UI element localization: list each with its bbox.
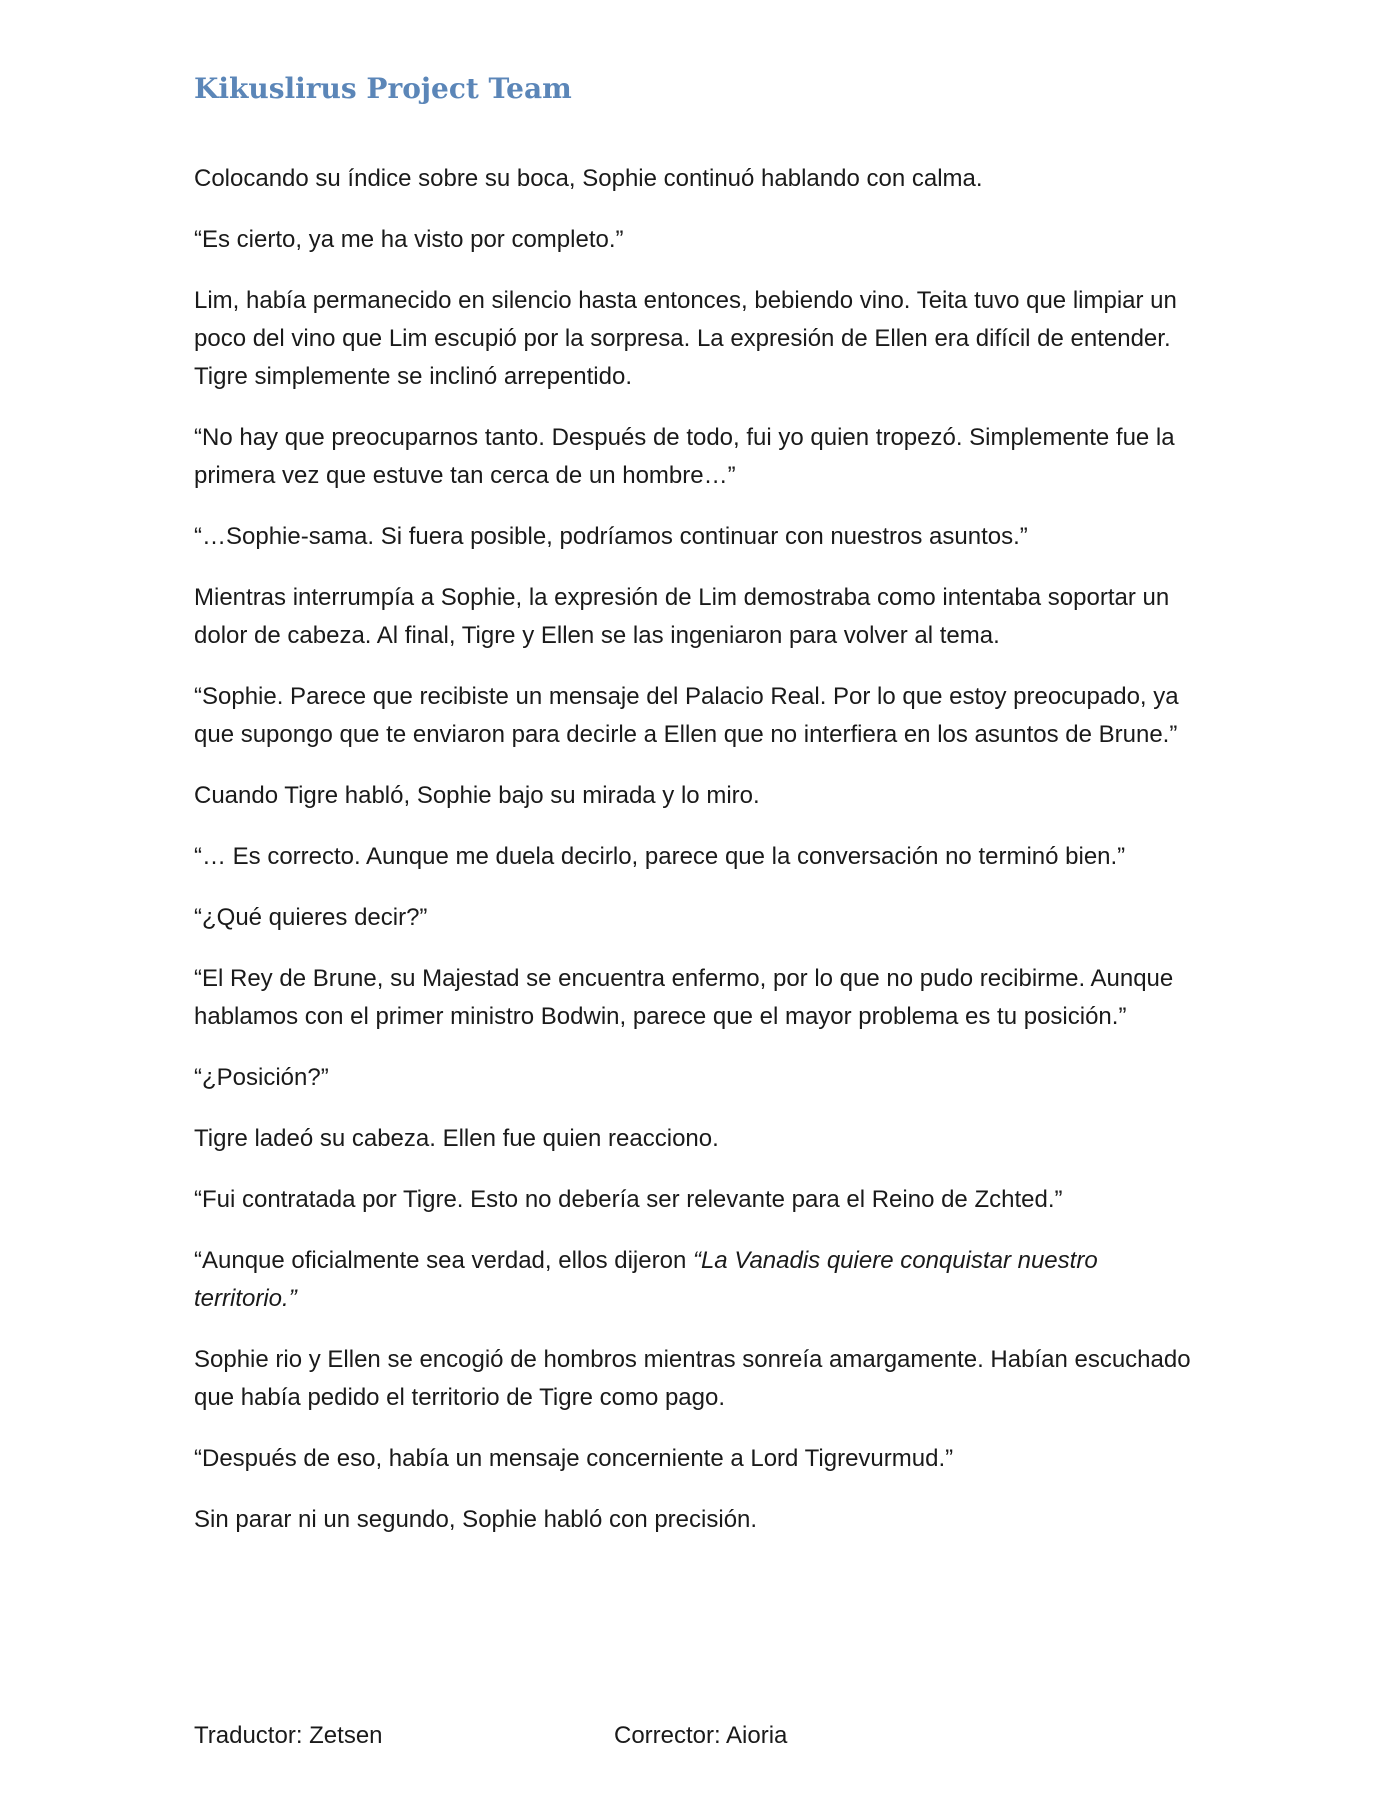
paragraph: Colocando su índice sobre su boca, Sophie continuó hablando con calma. <box>194 165 983 192</box>
paragraph-text: “Aunque oficialmente sea verdad, ellos dijeron <box>194 1247 693 1274</box>
paragraph: “Después de eso, había un mensaje concerniente a Lord Tigrevurmud.” <box>194 1445 954 1472</box>
translator-credit: Traductor: Zetsen <box>194 1722 383 1749</box>
paragraph: “Es cierto, ya me ha visto por completo.” <box>194 226 624 253</box>
paragraph-mixed <box>194 1242 1204 1318</box>
paragraph: Lim, había permanecido en silencio hasta entonces, bebiendo vino. Teita tuvo que limpiar un poco del vino que Lim escupió por la sorpresa. La expresión de Ellen era difícil de entender. Tigre simplemente se inclinó arrepentido. <box>194 287 1177 390</box>
paragraph: “Fui contratada por Tigre. Esto no debería ser relevante para el Reino de Zchted.” <box>194 1186 1063 1213</box>
paragraph: “El Rey de Brune, su Majestad se encuentra enfermo, por lo que no pudo recibirme. Aunque hablamos con el primer ministro Bodwin, parece que el mayor problema es tu posición.” <box>194 965 1174 1030</box>
paragraph: “Sophie. Parece que recibiste un mensaje del Palacio Real. Por lo que estoy preocupado, ya que supongo que te enviaron para decirle a Ellen que no interfiera en los asuntos de Brune.” <box>194 683 1179 748</box>
paragraph: “¿Posición?” <box>194 1064 329 1091</box>
paragraph: Tigre ladeó su cabeza. Ellen fue quien reacciono. <box>194 1125 719 1152</box>
paragraph-italic-text: “La Vanadis quiere conquistar nuestro territorio.” <box>194 1247 1098 1312</box>
paragraph: Mientras interrumpía a Sophie, la expresión de Lim demostraba como intentaba soportar un dolor de cabeza. Al final, Tigre y Ellen se las ingeniaron para volver al tema. <box>194 584 1170 649</box>
paragraph: Sophie rio y Ellen se encogió de hombros mientras sonreía amargamente. Habían escuchado que había pedido el territorio de Tigre como pago. <box>194 1346 1191 1411</box>
corrector-credit: Corrector: Aioria <box>614 1722 788 1749</box>
paragraph: Sin parar ni un segundo, Sophie habló con precisión. <box>194 1506 758 1533</box>
document-body <box>194 160 1204 1562</box>
paragraph: “… Es correcto. Aunque me duela decirlo, parece que la conversación no terminó bien.” <box>194 843 1126 870</box>
paragraph: Cuando Tigre habló, Sophie bajo su mirada y lo miro. <box>194 782 760 809</box>
paragraph: “¿Qué quieres decir?” <box>194 904 428 931</box>
page-header-title: Kikuslirus Project Team <box>194 72 572 105</box>
paragraph: “…Sophie-sama. Si fuera posible, podríamos continuar con nuestros asuntos.” <box>194 523 1028 550</box>
paragraph: “No hay que preocuparnos tanto. Después de todo, fui yo quien tropezó. Simplemente fue la primera vez que estuve tan cerca de un hombre…” <box>194 424 1175 489</box>
